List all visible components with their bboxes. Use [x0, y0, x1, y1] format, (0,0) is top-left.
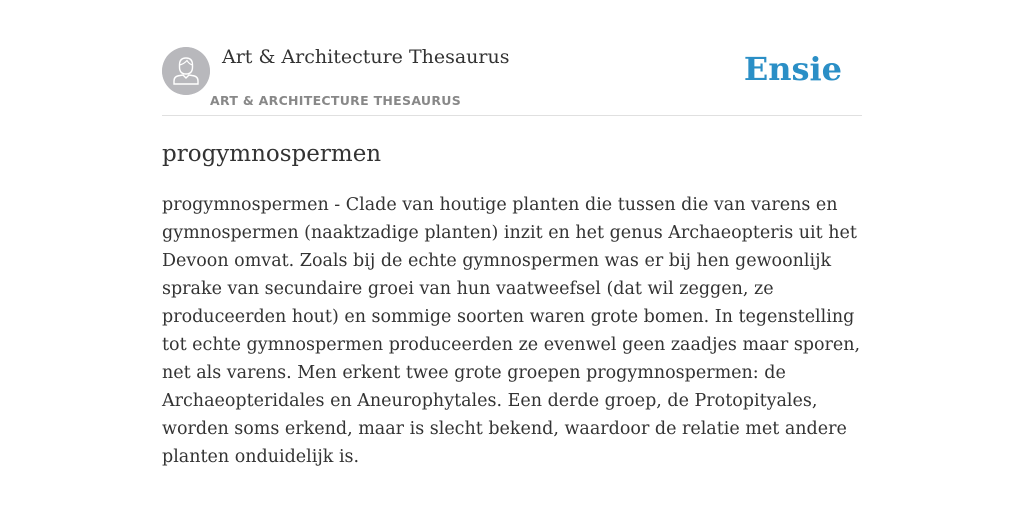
user-avatar-icon[interactable] [162, 47, 210, 95]
card-header [162, 40, 862, 116]
ensie-logo[interactable]: Ensie [743, 50, 842, 88]
source-subtitle: ART & ARCHITECTURE THESAURUS [210, 93, 462, 108]
entry-term: progymnospermen [162, 141, 382, 167]
source-name[interactable]: Art & Architecture Thesaurus [222, 46, 510, 68]
entry-definition: progymnospermen - Clade van houtige planten die tussen die van varens en gymnospermen (naaktzadige planten) inzit en het genus Archaeopteris uit het Devoon omvat. Zoals bij de echte gymnospermen was er bij hen gewoonlijk sprake van secundaire groei van hun vaatweefsel (dat wil zeggen, ze produceerden hout) en sommige soorten waren grote bomen. In tegenstelling tot echte gymnospermen produceerden ze evenwel geen zaadjes maar sporen, net als varens. Men erkent twee grote groepen progymnospermen: de Archaeopteridales en Aneurophytales. Een derde groep, de Protopityales, worden soms erkend, maar is slecht bekend, waardoor de relatie met andere planten onduidelijk is. [162, 195, 861, 467]
definition-card [162, 40, 862, 471]
